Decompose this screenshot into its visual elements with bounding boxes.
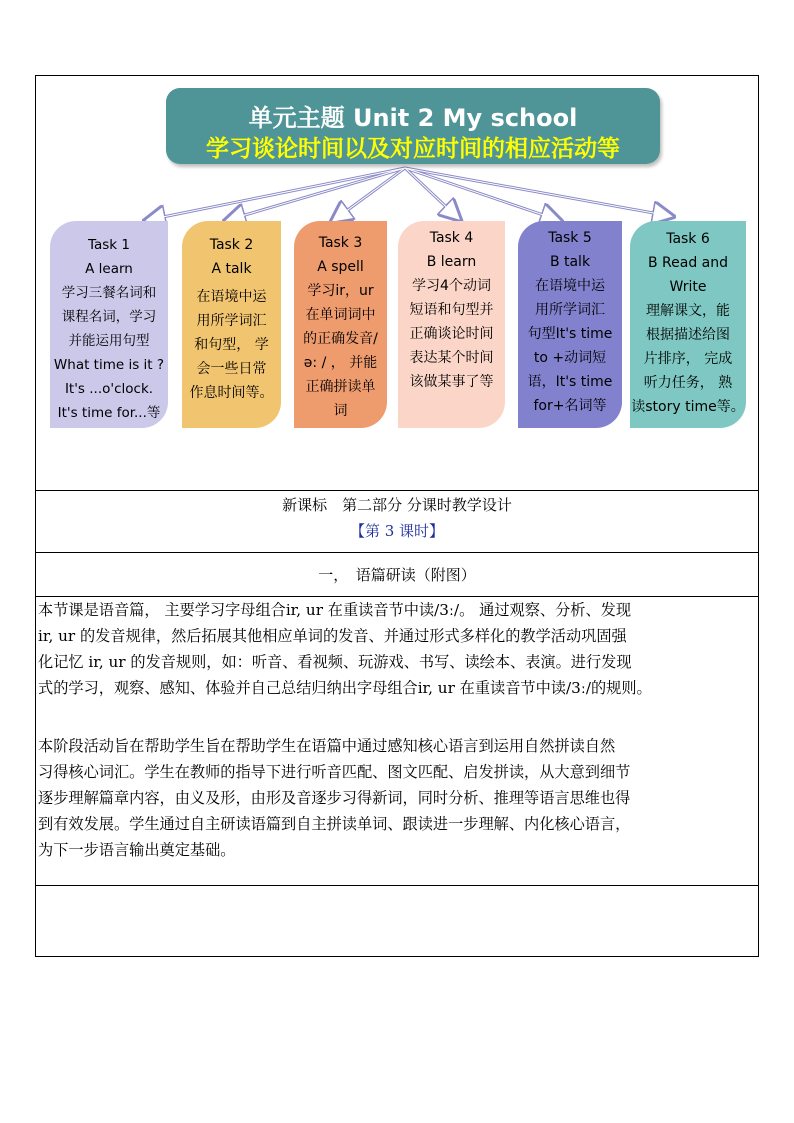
task-line: 学习ir，ur	[307, 283, 374, 299]
task-card-1	[50, 221, 168, 428]
task-line: 在语境中运	[196, 289, 267, 305]
paragraph-line: 本阶段活动旨在帮助学生旨在帮助学生在语篇中通过感知核心语言到运用自然拼读自然	[38, 737, 616, 755]
paragraph-line: 到有效发展。学生通过自主研读语篇到自主拼读单词、跟读进一步理解、内化核心语言，	[38, 815, 631, 833]
task-card-2	[182, 221, 281, 428]
task-line: 会一些日常	[196, 361, 267, 377]
task-line: 的正确发音/	[303, 331, 378, 347]
task-line: ə: / ， 并能	[303, 355, 378, 371]
task-line: 根据描述给图	[646, 327, 730, 343]
task-line: It's time for...等	[57, 405, 161, 421]
paragraph-line: 本节课是语音篇， 主要学习字母组合ir, ur 在重读音节中读/3ː/。 通过观察、分析、发现	[38, 601, 632, 619]
task-line: 正确拼读单	[305, 379, 376, 395]
paragraph-line: 式的学习，观察、感知、体验并自己总结归纳出字母组合ir, ur 在重读音节中读/3ː/的规则。	[38, 679, 652, 697]
task-line: 学习三餐名词和	[61, 285, 157, 301]
task-line: 语，It's time	[527, 374, 613, 390]
divider	[35, 552, 759, 553]
task-line: 读story time等。	[631, 399, 745, 415]
paragraph-line: 习得核心词汇。学生在教师的指导下进行听音匹配、图文匹配、启发拼读，从大意到细节	[38, 763, 631, 781]
paragraph-line: 为下一步语言输出奠定基础。	[38, 841, 236, 859]
section-title: 一， 语篇研读（附图）	[318, 566, 476, 584]
task-line: Write	[669, 279, 707, 295]
task-line: 表达某个时间	[409, 350, 494, 366]
task-card-4	[398, 221, 505, 428]
curriculum-header: 新课标 第二部分 分课时教学设计	[282, 496, 512, 514]
task-line: 片排序， 完成	[643, 351, 733, 367]
task-line: 听力任务， 熟	[643, 375, 733, 391]
task-card-5	[518, 221, 622, 428]
task-line: 课程名词，学习	[61, 309, 157, 325]
divider	[35, 490, 759, 491]
task-line: B learn	[426, 254, 477, 270]
paragraph-1	[38, 597, 758, 701]
paragraph-line: 逐步理解篇章内容，由义及形，由形及音逐步习得新词，同时分析、推理等语言思维也得	[38, 789, 631, 807]
task-line: 理解课文，能	[646, 303, 730, 319]
task-line: to +动词短	[533, 350, 607, 366]
task-line: 学习4个动词	[412, 278, 491, 294]
task-line: 作息时间等。	[189, 385, 274, 401]
task-title: Task 6	[666, 231, 710, 247]
paragraph-line: ir, ur 的发音规律，然后拓展其他相应单词的发音、并通过形式多样化的教学活动巩固强	[38, 627, 627, 645]
paragraph-2	[38, 733, 758, 863]
task-title: Task 4	[429, 230, 474, 246]
unit-theme-banner	[166, 88, 660, 164]
text-analysis-box	[35, 596, 759, 886]
task-line: A learn	[85, 261, 133, 277]
task-line: 用所学词汇	[535, 302, 605, 318]
task-line: 在单词词中	[305, 307, 376, 323]
task-line: A talk	[211, 261, 252, 277]
task-card-3	[294, 221, 387, 428]
banner-title: 单元主题 Unit 2 My school	[248, 104, 578, 132]
task-line: 句型It's time	[527, 326, 613, 342]
task-line: 短语和句型并	[409, 302, 494, 318]
task-line: 该做某事了等	[409, 374, 494, 390]
task-line: B talk	[549, 254, 591, 270]
task-title: Task 3	[318, 235, 363, 251]
task-line: A spell	[317, 259, 364, 275]
task-line: B Read and	[647, 255, 729, 271]
task-title: Task 2	[209, 237, 254, 253]
task-line: 用所学词汇	[196, 313, 267, 329]
task-line: What time is it ?	[53, 357, 165, 373]
task-card-6	[630, 221, 746, 428]
paragraph-line: 化记忆 ir, ur 的发音规则，如：听音、看视频、玩游戏、书写、读绘本、表演。进行发现	[38, 653, 632, 671]
task-line: 词	[333, 403, 348, 419]
lesson-number: 【第 3 课时】	[349, 522, 445, 540]
banner-subtitle: 学习谈论时间以及对应时间的相应活动等	[206, 136, 620, 162]
task-line: 正确谈论时间	[409, 326, 494, 342]
task-line: for+名词等	[533, 398, 607, 414]
task-line: 在语境中运	[535, 278, 605, 294]
task-title: Task 1	[87, 237, 131, 253]
task-line: 并能运用句型	[68, 333, 150, 349]
task-title: Task 5	[548, 230, 592, 246]
task-line: 和句型， 学	[194, 337, 269, 353]
task-line: It's ...o'clock.	[64, 381, 154, 397]
